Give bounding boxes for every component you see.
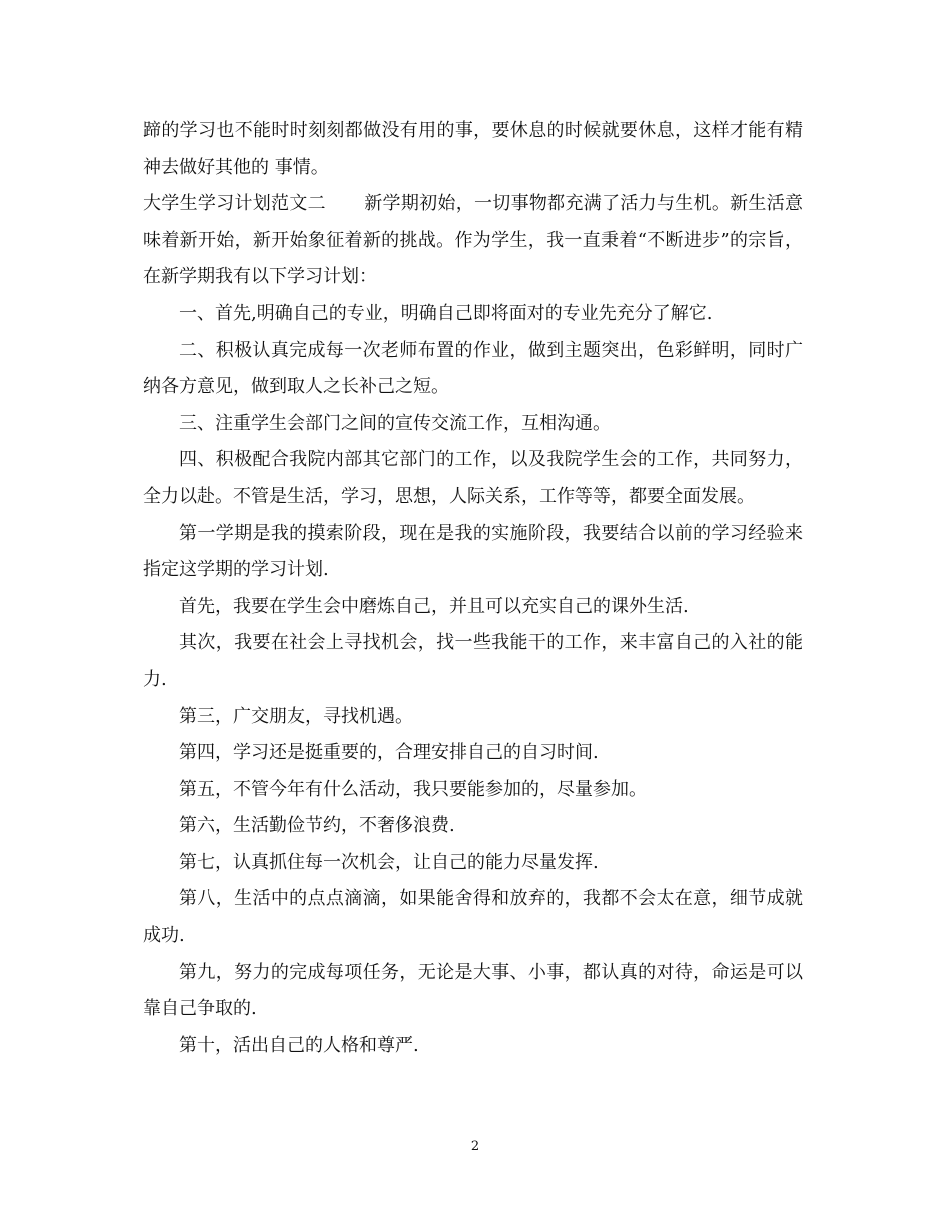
step-paragraph: 其次，我要在社会上寻找机会，找一些我能干的工作，来丰富自己的入社的能力. bbox=[143, 632, 803, 690]
step-paragraph: 第三，广交朋友，寻找机遇。 bbox=[179, 705, 413, 727]
plan-item: 三、注重学生会部门之间的宣传交流工作，互相沟通。 bbox=[179, 412, 611, 434]
plan-item: 四、积极配合我院内部其它部门的工作，以及我院学生会的工作，共同努力，全力以赴。不管是生活，学习，思想，人际关系，工作等等，都要全面发展。 bbox=[143, 449, 803, 507]
step-paragraph: 第八，生活中的点点滴滴，如果能舍得和放弃的，我都不会太在意，细节成就成功. bbox=[143, 888, 803, 947]
intro-text: 新学期初始，一切事物都充满了活力与生机。新生活意味着新开始，新开始象征着新的挑战。作为学生，我一直秉着“不断进步”的宗旨，在新学期我有以下学习计划： bbox=[143, 193, 804, 288]
step-paragraph: 第五，不管今年有什么活动，我只要能参加的，尽量参加。 bbox=[179, 778, 647, 800]
step-paragraph: 第十，活出自己的人格和尊严. bbox=[179, 1034, 419, 1056]
semester-intro-paragraph: 第一学期是我的摸索阶段，现在是我的实施阶段，我要结合以前的学习经验来指定这学期的学习计划. bbox=[143, 522, 803, 581]
plan-item: 二、积极认真完成每一次老师布置的作业，做到主题突出，色彩鲜明，同时广纳各方意见，做到取人之长补己之短。 bbox=[143, 339, 803, 398]
section-title: 大学生学习计划范文二 bbox=[143, 193, 326, 215]
document-body bbox=[143, 113, 803, 1064]
page-number: 2 bbox=[470, 1139, 480, 1154]
step-paragraph: 第九，努力的完成每项任务，无论是大事、小事，都认真的对待，命运是可以靠自己争取的. bbox=[143, 961, 803, 1020]
plan-item: 一、首先,明确自己的专业，明确自己即将面对的专业先充分了解它. bbox=[179, 302, 713, 324]
step-paragraph: 第七，认真抓住每一次机会，让自己的能力尽量发挥. bbox=[179, 851, 599, 873]
section-paragraph bbox=[143, 186, 803, 296]
continuation-paragraph: 蹄的学习也不能时时刻刻都做没有用的事，要休息的时候就要休息，这样才能有精神去做好其他的 事情。 bbox=[143, 120, 803, 178]
step-paragraph: 第六，生活勤俭节约，不奢侈浪费. bbox=[179, 815, 455, 837]
step-paragraph: 首先，我要在学生会中磨炼自己，并且可以充实自己的课外生活. bbox=[179, 595, 689, 617]
step-paragraph: 第四，学习还是挺重要的，合理安排自己的自习时间. bbox=[179, 742, 599, 764]
